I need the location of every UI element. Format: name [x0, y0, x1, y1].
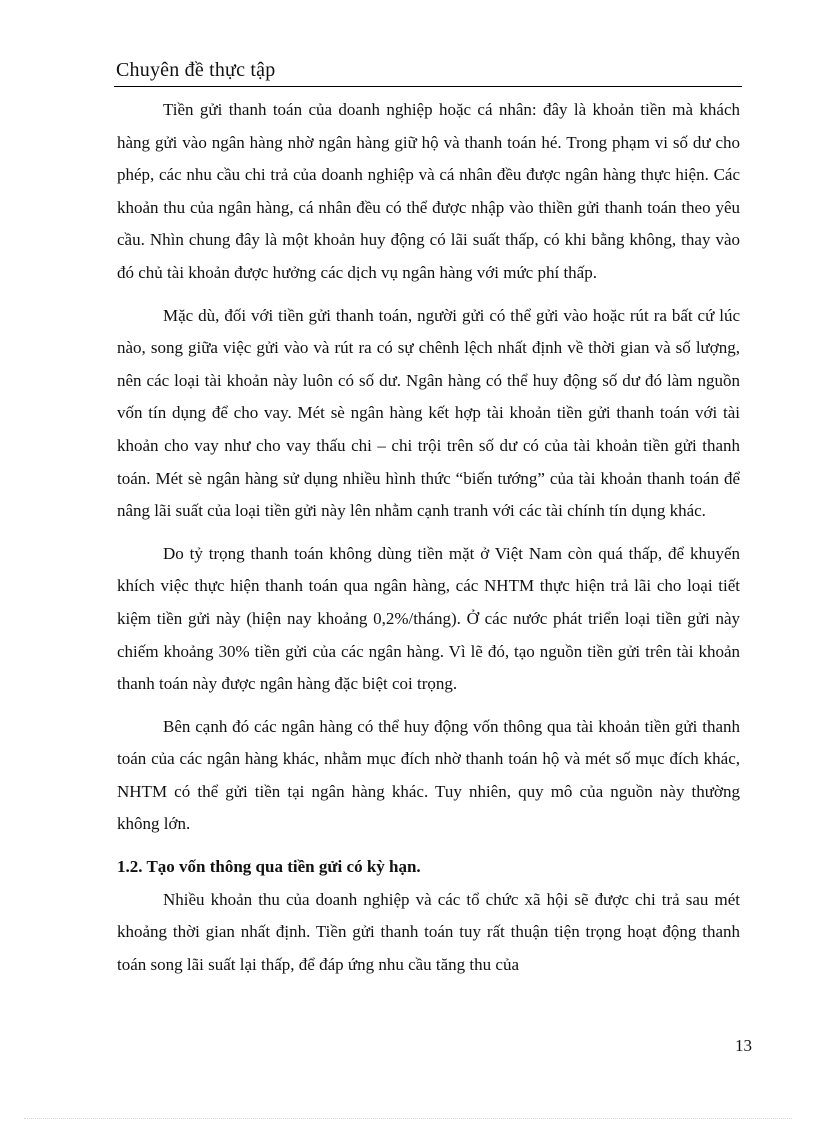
paragraph-withdrawal-balance: Mặc dù, đối với tiền gửi thanh toán, người gửi có thể gửi vào hoặc rút ra bất cứ lúc nào, song giữa việc gửi vào và rút ra có sự chênh lệch nhất định về thời gian và số lượng, nên các loại tài khoản này luôn có số dư. Ngân hàng có thể huy động số dư đó làm nguồn vốn tín dụng để cho vay. Mét sè ngân hàng kết hợp tài khoản tiền gửi thanh toán với tài khoản cho vay như cho vay thấu chi – chi trội trên số dư có của tài khoản tiền gửi thanh toán. Mét sè ngân hàng sử dụng nhiều hình thức “biến tướng” của tài khoản thanh toán để nâng lãi suất của loại tiền gửi này lên nhằm cạnh tranh với các tài chính tín dụng khác.: [117, 305, 740, 521]
paragraph-interbank-accounts: Bên cạnh đó các ngân hàng có thể huy động vốn thông qua tài khoản tiền gửi thanh toán của các ngân hàng khác, nhằm mục đích nhờ thanh toán hộ và mét số mục đích khác, NHTM có thể gửi tiền tại ngân hàng khác. Tuy nhiên, quy mô của nguồn này thường không lớn.: [117, 716, 740, 834]
paragraph-deposit-payment: Tiền gửi thanh toán của doanh nghiệp hoặc cá nhân: đây là khoản tiền mà khách hàng gửi vào ngân hàng nhờ ngân hàng giữ hộ và thanh toán hé. Trong phạm vi số dư cho phép, các nhu cầu chi trả của doanh nghiệp và cá nhân đều được ngân hàng thực hiện. Các khoản thu của ngân hàng, cá nhân đều có thể được nhập vào thiền gửi thanh toán theo yêu cầu. Nhìn chung đây là một khoản huy động có lãi suất thấp, có khi bằng không, thay vào đó chủ tài khoản được hưởng các dịch vụ ngân hàng với mức phí thấp.: [117, 100, 740, 282]
section-heading: 1.2. Tạo vốn thông qua tiền gửi có kỳ hạn.: [117, 857, 421, 877]
page-header: [114, 56, 742, 87]
paragraph-non-cash-payment: Do tỷ trọng thanh toán không dùng tiền mặt ở Việt Nam còn quá thấp, để khuyến khích việc thực hiện thanh toán qua ngân hàng, các NHTM thực hiện trả lãi cho loại tiết kiệm tiền gửi này (hiện nay khoảng 0,2%/tháng). Ở các nước phát triển loại tiền gửi này chiếm khoảng 30% tiền gửi của các ngân hàng. Vì lẽ đó, tạo nguồn tiền gửi trên tài khoản thanh toán này được ngân hàng đặc biệt coi trọng.: [117, 543, 740, 694]
header-title: Chuyên đề thực tập: [116, 59, 276, 81]
page-bottom-divider: [24, 1118, 792, 1119]
page-number: 13: [735, 1036, 752, 1055]
document-body: [117, 94, 740, 991]
paragraph-term-deposits: Nhiều khoản thu của doanh nghiệp và các tổ chức xã hội sẽ được chi trả sau mét khoảng thời gian nhất định. Tiền gửi thanh toán tuy rất thuận tiện trọng hoạt động thanh toán song lãi suất lại thấp, để đáp ứng nhu cầu tăng thu của: [117, 889, 740, 974]
